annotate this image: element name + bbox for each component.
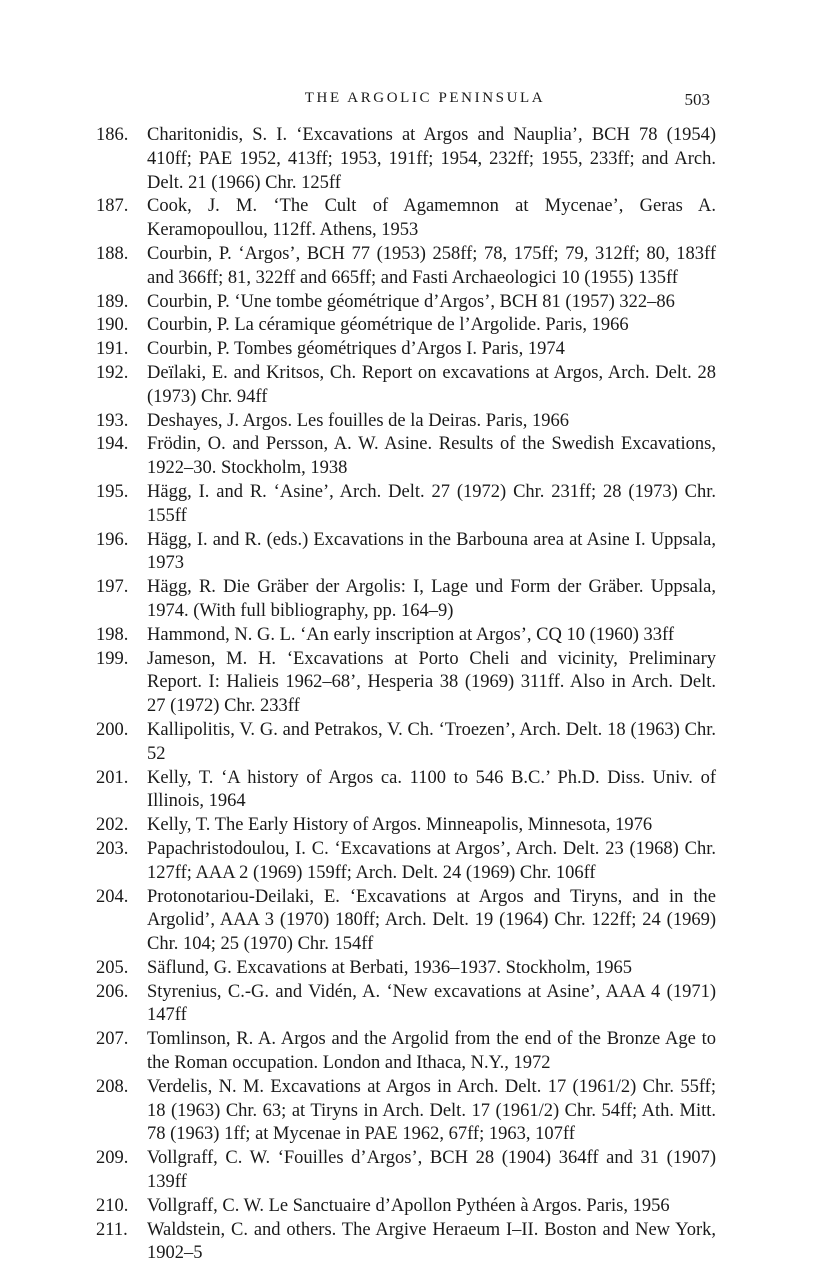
bibliography-entry	[96, 243, 716, 291]
entry-number: 210.	[96, 1195, 129, 1216]
bibliography-entry	[96, 529, 716, 577]
entry-text: Courbin, P. ‘Une tombe géométrique d’Argos’, BCH 81 (1957) 322–86	[147, 291, 675, 312]
entry-text: Tomlinson, R. A. Argos and the Argolid from the end of the Bronze Age to the Roman occupation. London and Ithaca, N.Y., 1972	[147, 1029, 716, 1074]
page-number: 503	[684, 90, 710, 109]
running-head-title: THE ARGOLIC PENINSULA	[304, 90, 546, 106]
entry-number: 191.	[96, 339, 129, 360]
entry-number: 204.	[96, 886, 129, 907]
bibliography-entry	[96, 124, 716, 195]
bibliography-list	[96, 124, 716, 1266]
entry-number: 192.	[96, 362, 129, 383]
entry-text: Deïlaki, E. and Kritsos, Ch. Report on excavations at Argos, Arch. Delt. 28 (1973) Chr. 94ff	[147, 362, 716, 407]
bibliography-entry	[96, 362, 716, 410]
bibliography-entry	[96, 624, 716, 648]
entry-text: Cook, J. M. ‘The Cult of Agamemnon at Mycenae’, Geras A. Keramopoullou, 112ff. Athens, 1953	[147, 196, 716, 241]
entry-text: Kelly, T. ‘A history of Argos ca. 1100 to 546 B.C.’ Ph.D. Diss. Univ. of Illinois, 1964	[147, 767, 716, 812]
bibliography-entry	[96, 410, 716, 434]
bibliography-entry	[96, 338, 716, 362]
entry-number: 207.	[96, 1029, 129, 1050]
entry-number: 196.	[96, 529, 129, 550]
entry-text: Waldstein, C. and others. The Argive Heraeum I–II. Boston and New York, 1902–5	[147, 1219, 716, 1264]
entry-number: 195.	[96, 481, 129, 502]
bibliography-entry	[96, 1219, 716, 1266]
bibliography-entry	[96, 719, 716, 767]
entry-number: 188.	[96, 243, 129, 264]
entry-text: Jameson, M. H. ‘Excavations at Porto Cheli and vicinity, Preliminary Report. I: Halieis 1962–68’, Hesperia 38 (1969) 311ff. Also in Arch. Delt. 27 (1972) Chr. 233ff	[147, 648, 716, 717]
bibliography-entry	[96, 314, 716, 338]
entry-text: Courbin, P. La céramique géométrique de l’Argolide. Paris, 1966	[147, 315, 629, 336]
bibliography-entry	[96, 433, 716, 481]
bibliography-entry	[96, 767, 716, 815]
entry-text: Hammond, N. G. L. ‘An early inscription at Argos’, CQ 10 (1960) 33ff	[147, 624, 675, 645]
bibliography-entry	[96, 195, 716, 243]
bibliography-entry	[96, 957, 716, 981]
bibliography-entry	[96, 886, 716, 957]
bibliography-entry	[96, 838, 716, 886]
entry-number: 208.	[96, 1076, 129, 1097]
entry-number: 206.	[96, 981, 129, 1002]
entry-text: Hägg, I. and R. ‘Asine’, Arch. Delt. 27 (1972) Chr. 231ff; 28 (1973) Chr. 155ff	[147, 481, 716, 526]
entry-number: 203.	[96, 838, 129, 859]
entry-text: Deshayes, J. Argos. Les fouilles de la Deiras. Paris, 1966	[147, 410, 570, 431]
entry-number: 194.	[96, 434, 129, 455]
entry-number: 202.	[96, 815, 129, 836]
entry-number: 197.	[96, 577, 129, 598]
entry-text: Hägg, R. Die Gräber der Argolis: I, Lage und Form der Gräber. Uppsala, 1974. (With full bibliography, pp. 164–9)	[147, 577, 716, 621]
entry-number: 187.	[96, 196, 129, 217]
running-head	[140, 90, 710, 114]
entry-text: Courbin, P. Tombes géométriques d’Argos I. Paris, 1974	[147, 339, 565, 360]
bibliography-entry	[96, 981, 716, 1029]
entry-number: 190.	[96, 315, 129, 336]
entry-text: Kallipolitis, V. G. and Petrakos, V. Ch. ‘Troezen’, Arch. Delt. 18 (1963) Chr. 52	[147, 719, 716, 764]
entry-text: Charitonidis, S. I. ‘Excavations at Argos and Nauplia’, BCH 78 (1954) 410ff; PAE 1952, 413ff; 1953, 191ff; 1954, 232ff; 1955, 233ff; and Arch. Delt. 21 (1966) Chr. 125ff	[147, 125, 716, 193]
entry-text: Vollgraff, C. W. Le Sanctuaire d’Apollon Pythéen à Argos. Paris, 1956	[147, 1195, 670, 1216]
entry-number: 198.	[96, 624, 129, 645]
bibliography-entry	[96, 648, 716, 719]
entry-text: Protonotariou-Deilaki, E. ‘Excavations at Argos and Tiryns, and in the Argolid’, AAA 3 (1970) 180ff; Arch. Delt. 19 (1964) Chr. 122ff; 24 (1969) Chr. 104; 25 (1970) Chr. 154ff	[147, 886, 716, 955]
entry-text: Verdelis, N. M. Excavations at Argos in Arch. Delt. 17 (1961/2) Chr. 55ff; 18 (1963) Chr. 63; at Tiryns in Arch. Delt. 17 (1961/2) Chr. 54ff; Ath. Mitt. 78 (1963) 1ff; at Mycenae in PAE 1962, 67ff; 1963, 107ff	[147, 1076, 716, 1145]
bibliography-entry	[96, 1076, 716, 1147]
entry-text: Styrenius, C.-G. and Vidén, A. ‘New excavations at Asine’, AAA 4 (1971) 147ff	[147, 981, 716, 1026]
bibliography-entry	[96, 481, 716, 529]
entry-number: 199.	[96, 648, 129, 669]
entry-number: 205.	[96, 957, 129, 978]
entry-text: Vollgraff, C. W. ‘Fouilles d’Argos’, BCH 28 (1904) 364ff and 31 (1907) 139ff	[147, 1148, 716, 1193]
entry-number: 211.	[96, 1219, 128, 1240]
entry-text: Frödin, O. and Persson, A. W. Asine. Results of the Swedish Excavations, 1922–30. Stockholm, 1938	[147, 434, 716, 479]
entry-number: 201.	[96, 767, 129, 788]
bibliography-entry	[96, 291, 716, 315]
bibliography-entry	[96, 1195, 716, 1219]
bibliography-entry	[96, 576, 716, 624]
entry-text: Hägg, I. and R. (eds.) Excavations in the Barbouna area at Asine I. Uppsala, 1973	[147, 529, 716, 574]
entry-number: 209.	[96, 1148, 129, 1169]
entry-number: 189.	[96, 291, 129, 312]
entry-text: Säflund, G. Excavations at Berbati, 1936–1937. Stockholm, 1965	[147, 957, 633, 978]
entry-number: 200.	[96, 719, 129, 740]
bibliography-entry	[96, 814, 716, 838]
entry-text: Papachristodoulou, I. C. ‘Excavations at Argos’, Arch. Delt. 23 (1968) Chr. 127ff; AAA 2 (1969) 159ff; Arch. Delt. 24 (1969) Chr. 106ff	[147, 838, 716, 883]
entry-number: 193.	[96, 410, 129, 431]
entry-text: Kelly, T. The Early History of Argos. Minneapolis, Minnesota, 1976	[147, 815, 653, 836]
entry-text: Courbin, P. ‘Argos’, BCH 77 (1953) 258ff; 78, 175ff; 79, 312ff; 80, 183ff and 366ff; 81, 322ff and 665ff; and Fasti Archaeologici 10 (1955) 135ff	[147, 243, 716, 288]
entry-number: 186.	[96, 125, 129, 145]
bibliography-entry	[96, 1028, 716, 1076]
bibliography-entry	[96, 1147, 716, 1195]
